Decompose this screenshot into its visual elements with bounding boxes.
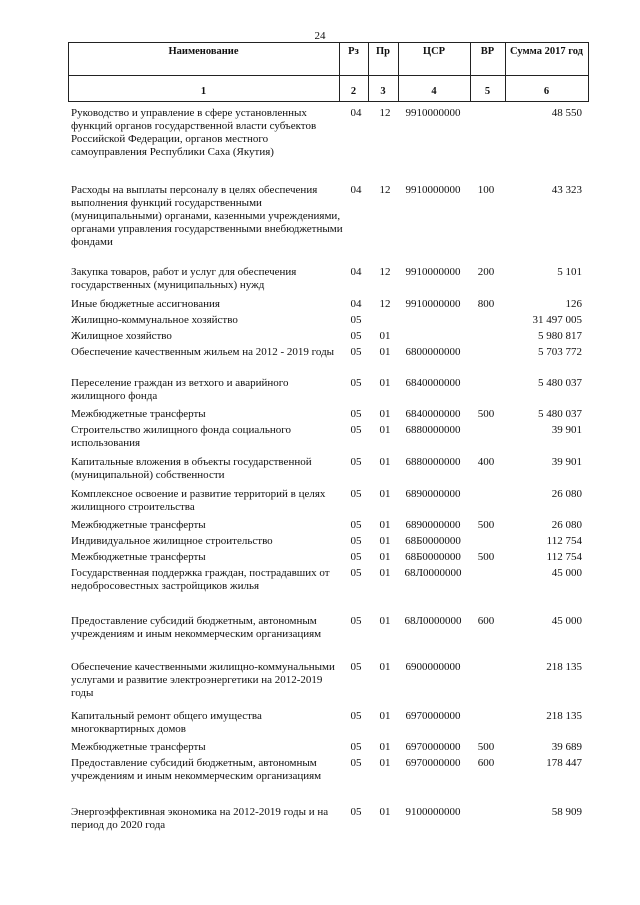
- row-name: Обеспечение качественным жильем на 2012 - 2019 годы: [71, 346, 335, 358]
- row-name: Межбюджетные трансферты: [71, 741, 206, 753]
- header-number: 6: [543, 86, 550, 97]
- row-pr: 01: [379, 488, 391, 500]
- row-sum: 126: [565, 298, 582, 310]
- row-name: Межбюджетные трансферты: [71, 408, 206, 420]
- row-sum: 112 754: [546, 551, 582, 563]
- row-pr: 01: [379, 346, 391, 358]
- row-rz: 05: [350, 424, 362, 436]
- row-pr: 01: [379, 710, 391, 722]
- row-pr: 01: [379, 567, 391, 579]
- row-name: Государственная поддержка граждан, пострадавших от недобросовестных застройщиков жилья: [71, 567, 330, 592]
- row-pr: 01: [379, 661, 391, 673]
- row-vr: 600: [477, 757, 495, 769]
- row-sum: 39 901: [551, 456, 582, 468]
- row-rz: 05: [350, 757, 362, 769]
- row-sum: 31 497 005: [532, 314, 582, 326]
- row-pr: 01: [379, 535, 391, 547]
- row-name: Иные бюджетные ассигнования: [71, 298, 220, 310]
- row-sum: 45 000: [551, 615, 582, 627]
- header-sum: Сумма 2017 год: [510, 46, 583, 57]
- row-csr: 68Б0000000: [405, 551, 461, 563]
- row-sum: 5 101: [557, 266, 582, 278]
- row-name: Строительство жилищного фонда социального использования: [71, 424, 291, 449]
- row-sum: 39 901: [551, 424, 582, 436]
- row-pr: 12: [379, 298, 391, 310]
- row-csr: 68Б0000000: [405, 535, 461, 547]
- row-csr: 68Л0000000: [404, 567, 462, 579]
- row-pr: 01: [379, 615, 391, 627]
- row-sum: 5 980 817: [538, 330, 582, 342]
- row-name: Переселение граждан из ветхого и аварийного жилищного фонда: [71, 377, 289, 402]
- row-pr: 01: [379, 377, 391, 389]
- row-rz: 04: [350, 266, 362, 278]
- header-pr: Пр: [375, 46, 390, 57]
- row-csr: 6970000000: [405, 710, 461, 722]
- row-sum: 45 000: [551, 567, 582, 579]
- row-rz: 04: [350, 107, 362, 119]
- row-csr: 9910000000: [405, 184, 461, 196]
- row-sum: 5 480 037: [538, 377, 582, 389]
- header-vr: ВР: [480, 46, 495, 57]
- row-csr: 9910000000: [405, 266, 461, 278]
- row-vr: 500: [477, 551, 495, 563]
- row-name: Обеспечение качественными жилищно-коммунальными услугами и развитие электроэнергетики на 2012-2019 годы: [71, 661, 335, 699]
- row-rz: 04: [350, 184, 362, 196]
- header-top-border: [68, 42, 589, 43]
- row-sum: 112 754: [546, 535, 582, 547]
- row-sum: 48 550: [551, 107, 582, 119]
- row-csr: 6890000000: [405, 519, 461, 531]
- row-pr: 01: [379, 757, 391, 769]
- header-csr: ЦСР: [422, 46, 446, 57]
- row-sum: 5 480 037: [538, 408, 582, 420]
- row-name: Комплексное освоение и развитие территорий в целях жилищного строительства: [71, 488, 326, 513]
- row-csr: 9100000000: [405, 806, 461, 818]
- row-csr: 9910000000: [405, 298, 461, 310]
- row-name: Руководство и управление в сфере установленных функций органов государственной власти субъектов Российской Федерации, органов местного самоуправления Республики Саха (Якутия): [71, 107, 317, 158]
- row-rz: 05: [350, 567, 362, 579]
- row-rz: 05: [350, 806, 362, 818]
- row-sum: 26 080: [551, 519, 582, 531]
- row-sum: 26 080: [551, 488, 582, 500]
- header-divider: [588, 42, 589, 102]
- row-vr: 600: [477, 615, 495, 627]
- header-number: 1: [200, 86, 207, 97]
- header-number: 4: [431, 86, 437, 97]
- header-rz: Рз: [348, 46, 359, 57]
- row-sum: 58 909: [551, 806, 582, 818]
- row-vr: 400: [477, 456, 495, 468]
- row-pr: 01: [379, 806, 391, 818]
- row-sum: 218 135: [546, 661, 582, 673]
- row-csr: 6970000000: [405, 741, 461, 753]
- row-sum: 178 447: [546, 757, 582, 769]
- row-csr: 6880000000: [405, 456, 461, 468]
- row-csr: 6840000000: [405, 377, 461, 389]
- header-middle-border: [68, 75, 589, 76]
- row-name: Индивидуальное жилищное строительство: [71, 535, 273, 547]
- row-csr: 6800000000: [405, 346, 461, 358]
- row-pr: 12: [379, 107, 391, 119]
- row-csr: 6900000000: [405, 661, 461, 673]
- row-csr: 6840000000: [405, 408, 461, 420]
- row-name: Капитальные вложения в объекты государственной (муниципальной) собственности: [71, 456, 312, 481]
- row-rz: 05: [350, 330, 362, 342]
- row-rz: 05: [350, 551, 362, 563]
- row-name: Межбюджетные трансферты: [71, 551, 206, 563]
- row-csr: 9910000000: [405, 107, 461, 119]
- row-rz: 05: [350, 661, 362, 673]
- row-rz: 04: [350, 298, 362, 310]
- header-bottom-border: [68, 101, 589, 102]
- row-csr: 68Л0000000: [404, 615, 462, 627]
- row-name: Жилищное хозяйство: [71, 330, 172, 342]
- row-pr: 01: [379, 408, 391, 420]
- row-pr: 01: [379, 551, 391, 563]
- header-number: 2: [350, 86, 357, 97]
- row-vr: 500: [477, 408, 495, 420]
- row-name: Закупка товаров, работ и услуг для обеспечения государственных (муниципальных) нужд: [71, 266, 297, 291]
- row-rz: 05: [350, 488, 362, 500]
- row-pr: 01: [379, 741, 391, 753]
- row-sum: 5 703 772: [538, 346, 582, 358]
- table-header: [68, 42, 589, 102]
- row-pr: 01: [379, 330, 391, 342]
- row-sum: 43 323: [551, 184, 582, 196]
- row-rz: 05: [350, 408, 362, 420]
- row-pr: 01: [379, 456, 391, 468]
- row-rz: 05: [350, 314, 362, 326]
- header-number: 5: [484, 86, 491, 97]
- row-rz: 05: [350, 346, 362, 358]
- row-rz: 05: [350, 456, 362, 468]
- row-name: Жилищно-коммунальное хозяйство: [71, 314, 238, 326]
- row-csr: 6890000000: [405, 488, 461, 500]
- row-rz: 05: [350, 615, 362, 627]
- header-number: 3: [380, 86, 386, 97]
- row-vr: 500: [477, 519, 495, 531]
- row-name: Энергоэффективная экономика на 2012-2019 годы и на период до 2020 года: [71, 806, 329, 831]
- header-name: Наименование: [168, 46, 239, 57]
- row-name: Капитальный ремонт общего имущества многоквартирных домов: [71, 710, 262, 735]
- row-vr: 100: [477, 184, 495, 196]
- row-vr: 200: [477, 266, 495, 278]
- row-pr: 01: [379, 424, 391, 436]
- page-number: 24: [314, 30, 326, 42]
- row-pr: 12: [379, 184, 391, 196]
- row-name: Предоставление субсидий бюджетным, автономным учреждениям и иным некоммерческим организациям: [71, 757, 322, 782]
- row-vr: 800: [477, 298, 495, 310]
- row-rz: 05: [350, 535, 362, 547]
- row-csr: 6880000000: [405, 424, 461, 436]
- row-name: Предоставление субсидий бюджетным, автономным учреждениям и иным некоммерческим организациям: [71, 615, 322, 640]
- row-rz: 05: [350, 519, 362, 531]
- row-vr: 500: [477, 741, 495, 753]
- row-rz: 05: [350, 741, 362, 753]
- row-rz: 05: [350, 377, 362, 389]
- row-pr: 01: [379, 519, 391, 531]
- row-sum: 39 689: [551, 741, 582, 753]
- row-rz: 05: [350, 710, 362, 722]
- row-pr: 12: [379, 266, 391, 278]
- row-name: Межбюджетные трансферты: [71, 519, 206, 531]
- row-csr: 6970000000: [405, 757, 461, 769]
- row-name: Расходы на выплаты персоналу в целях обеспечения выполнения функций государственными (муниципальными) органами, казенными учреждениями, органами управления государственными внебюджетными фондами: [71, 184, 343, 248]
- row-sum: 218 135: [546, 710, 582, 722]
